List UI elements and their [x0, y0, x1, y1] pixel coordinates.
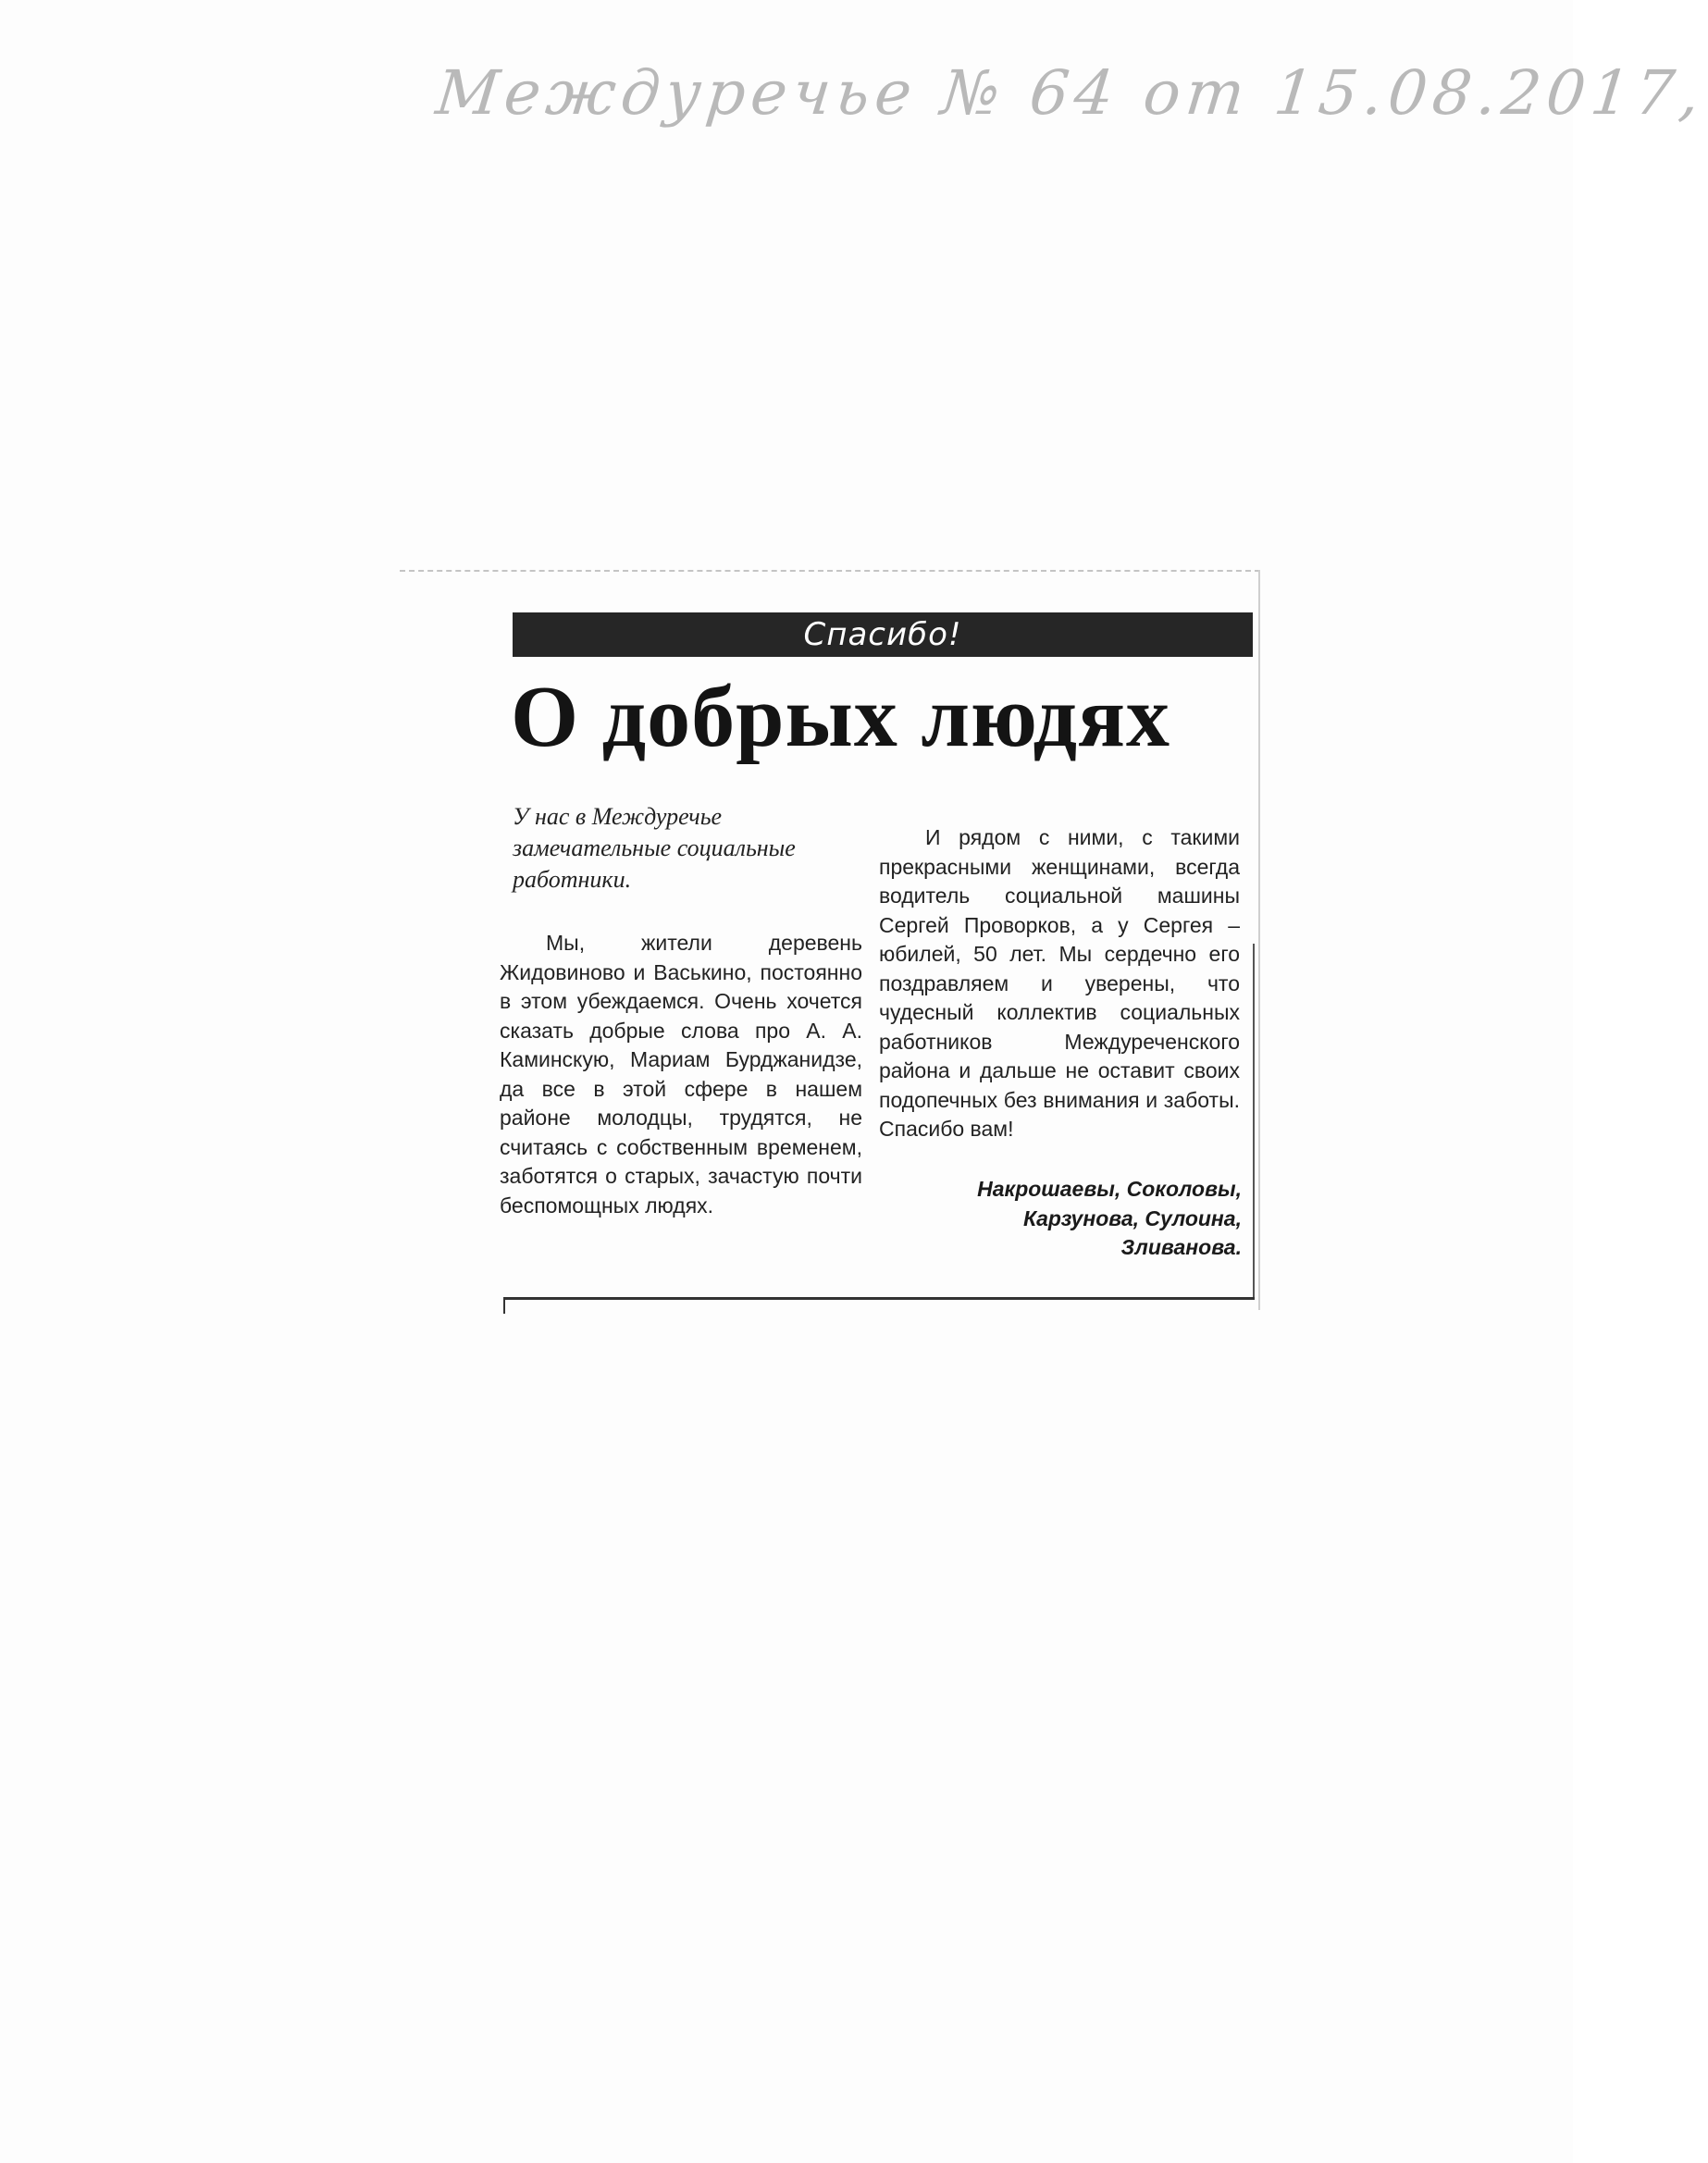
- signature-line: Карзунова, Сулоина,: [1022, 1205, 1242, 1230]
- article-signature: [918, 1175, 1242, 1263]
- article-body-right-column: И рядом с ними, с такими прекрасными женщинами, всегда водитель социальной машины Сергей Проворков, а у Сергея – юбилей, 50 лет. Мы сердечно его поздравляем и уверены, что чудесный коллектив социальных работников Междуреченского района и дальше не оставит своих подопечных без внимания и заботы. Спасибо вам!: [879, 825, 1240, 1141]
- article-bottom-rule: [503, 1297, 1255, 1300]
- article-lead: У нас в Междуречье замечательные социальные работники.: [513, 803, 796, 893]
- rubric-banner: Спасибо!: [513, 612, 1253, 657]
- article-headline: О добрых людях: [511, 669, 1170, 765]
- column-frame-rule: [1253, 944, 1255, 1297]
- article-bottom-rule-tick: [503, 1297, 505, 1314]
- article-body-left-column: Мы, жители деревень Жидовиново и Васькино, постоянно в этом убеждаемся. Очень хочется сказать добрые слова про А. А. Каминскую, Мариам Бурджанидзе, да все в этой сфере в нашем районе молодцы, трудятся, не считаясь с собственным временем, заботятся о старых, зачастую почти беспомощных людях.: [500, 931, 862, 1217]
- newspaper-clipping: [400, 566, 1260, 1314]
- signature-line: Зливанова.: [1120, 1235, 1242, 1259]
- clipping-cut-edge-top: [400, 570, 1260, 572]
- handwritten-annotation: Междуречье № 64 от 15.08.2017,: [432, 57, 1708, 129]
- signature-line: Накрошаевы, Соколовы,: [977, 1177, 1242, 1201]
